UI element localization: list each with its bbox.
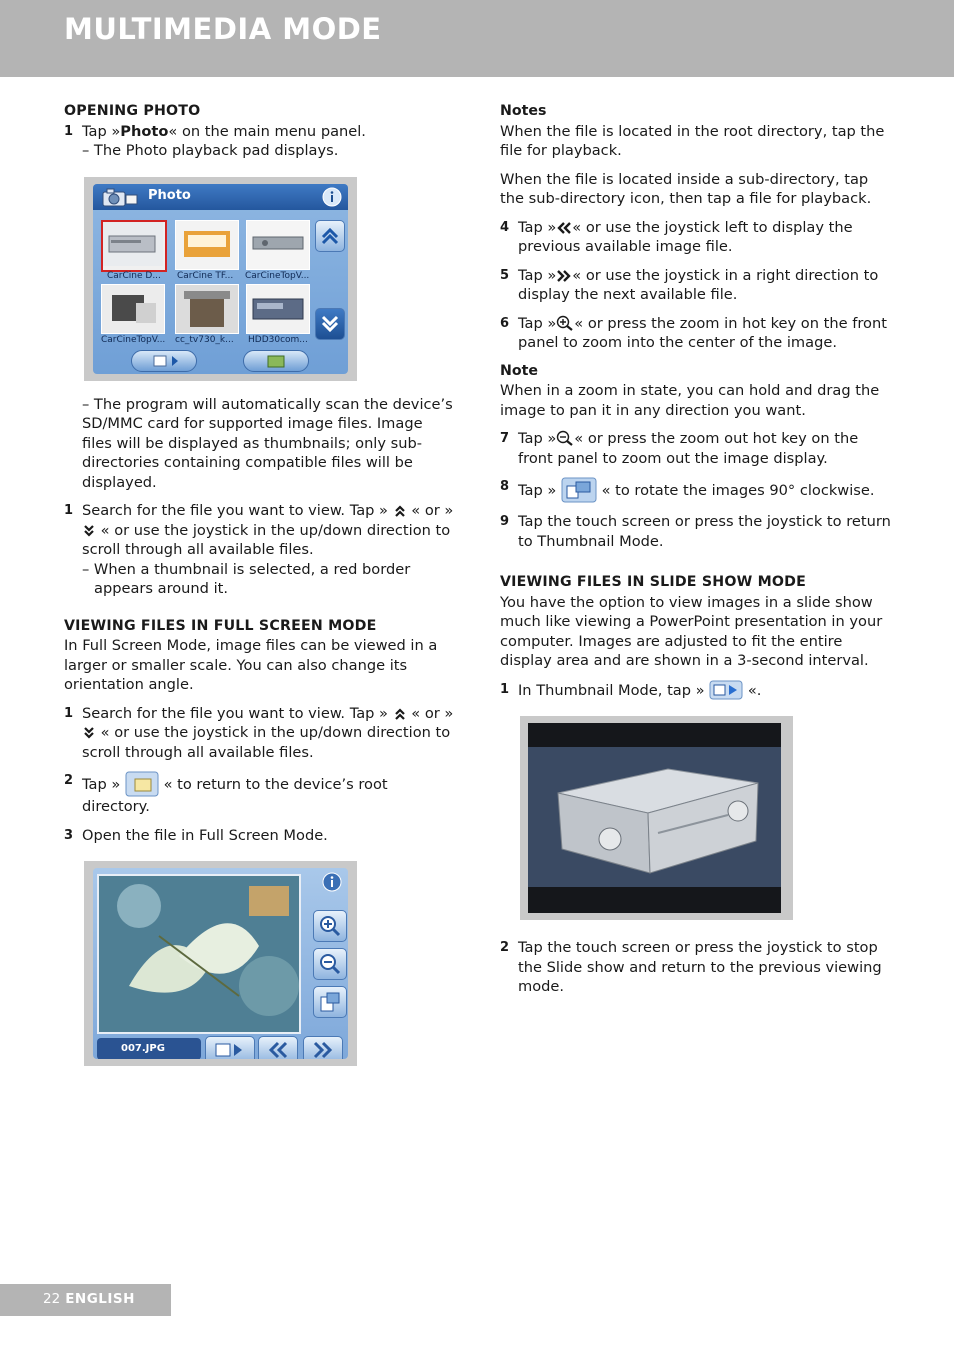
file-info-bar xyxy=(97,1038,201,1059)
file-name: 007.JPG xyxy=(121,1043,165,1054)
slide-show-step-1 xyxy=(500,680,895,701)
step-number: 5 xyxy=(500,267,510,283)
left-column xyxy=(64,102,456,1066)
step-text: Tap » xyxy=(82,776,121,793)
step-text: « to rotate the images 90° clockwise. xyxy=(601,482,875,499)
step-5 xyxy=(500,266,895,305)
step-text: Tap » xyxy=(518,314,557,332)
thumbnail-caption: CarCineTopV... xyxy=(245,270,310,281)
step-text: Tap » xyxy=(518,482,557,499)
rotate-icon xyxy=(561,477,597,503)
rotate-button[interactable] xyxy=(313,986,347,1018)
double-right-arrow-icon xyxy=(556,269,572,283)
full-screen-step-2 xyxy=(64,771,456,817)
step-text: « or » xyxy=(411,704,454,722)
language-label: ENGLISH xyxy=(65,1291,135,1307)
folder-button[interactable] xyxy=(243,350,309,372)
thumbnail-caption: CarCineTopV... xyxy=(101,334,166,345)
step-8 xyxy=(500,477,895,503)
step-text: « or use the joystick in the up/down direction to scroll through all available files. xyxy=(82,521,451,558)
scroll-down-button[interactable] xyxy=(315,308,345,340)
step-text: « or use the joystick in a right direction to display the next available file. xyxy=(518,266,879,303)
opening-photo-heading: OPENING PHOTO xyxy=(64,103,201,119)
page-number: 22 xyxy=(43,1291,61,1307)
step-text: Search for the file you want to view. Tap » xyxy=(82,704,388,722)
step-number: 9 xyxy=(500,514,510,529)
thumbnail[interactable] xyxy=(175,284,239,334)
thumbnail[interactable] xyxy=(246,284,310,334)
step-text: « or use the joystick left to display the previous available image file. xyxy=(518,218,853,255)
photo-thumbnail-screenshot xyxy=(84,177,357,381)
page-title: MULTIMEDIA MODE xyxy=(64,12,382,46)
step-number: 4 xyxy=(500,219,510,235)
thumbnail[interactable] xyxy=(246,220,310,270)
thumbnail-caption: CarCine TF... xyxy=(177,270,234,281)
full-screen-heading: VIEWING FILES IN FULL SCREEN MODE xyxy=(64,617,377,634)
slide-show-screenshot xyxy=(520,716,793,920)
scan-note-text: – The program will automatically scan the device’s SD/MMC card for supported image files. Image files will be displayed as thumbnails; only sub-directories containing compatible files will be displayed. xyxy=(82,395,453,491)
step-number: 6 xyxy=(500,315,510,331)
selected-thumbnail-note xyxy=(64,560,456,599)
full-screen-screenshot xyxy=(84,861,357,1066)
double-left-arrow-icon xyxy=(556,221,572,235)
step-text: Search for the file you want to view. Tap » xyxy=(82,502,388,519)
slideshow-button[interactable] xyxy=(205,1036,255,1059)
step-text: Tap » xyxy=(518,266,557,284)
step-text: Tap » xyxy=(518,430,557,447)
notes-heading: Notes xyxy=(500,103,547,119)
photo-pad-note: – The Photo playback pad displays. xyxy=(82,142,339,159)
slide-show-heading: VIEWING FILES IN SLIDE SHOW MODE xyxy=(500,574,807,590)
step-text: «. xyxy=(747,681,762,699)
step-text: Tap » xyxy=(518,218,557,236)
slide-show-image xyxy=(528,723,781,913)
root-directory-icon xyxy=(125,771,159,797)
step-number: 2 xyxy=(64,773,74,788)
thumbnail[interactable] xyxy=(101,284,165,334)
info-icon[interactable] xyxy=(322,872,342,892)
slide-show-intro: You have the option to view images in a slide show much like viewing a PowerPoint presentation in your computer. Images are adjusted to fit the entire display area and are shown in a 3-second interval. xyxy=(500,593,883,669)
search-step xyxy=(64,501,456,560)
step-number: 8 xyxy=(500,479,510,494)
scroll-down-icon xyxy=(82,726,96,740)
selected-thumbnail-note-text: – When a thumbnail is selected, a red border appears around it. xyxy=(82,560,411,597)
previous-button[interactable] xyxy=(258,1036,298,1059)
step-number: 1 xyxy=(64,503,74,518)
camera-icon xyxy=(101,186,139,208)
step-number: 3 xyxy=(64,827,74,843)
thumbnail-caption: cc_tv730_k... xyxy=(175,334,234,345)
scroll-up-icon xyxy=(393,707,407,721)
step-text: Open the file in Full Screen Mode. xyxy=(82,826,328,844)
right-column xyxy=(500,102,895,997)
thumbnail-caption: HDD30com... xyxy=(248,334,308,345)
footer xyxy=(43,1290,135,1308)
thumbnail-selected[interactable] xyxy=(101,220,167,272)
step-9 xyxy=(500,512,895,551)
scroll-up-icon xyxy=(393,504,407,518)
zoom-in-button[interactable] xyxy=(313,910,347,942)
full-screen-step-1 xyxy=(64,704,456,763)
zoom-in-icon xyxy=(556,315,574,331)
step-text: « or press the zoom out hot key on the front panel to zoom out the image display. xyxy=(518,430,859,467)
scan-note xyxy=(64,395,456,493)
step-number: 1 xyxy=(500,681,510,697)
step-number: 7 xyxy=(500,431,510,446)
full-screen-intro: In Full Screen Mode, image files can be viewed in a larger or smaller scale. You can also change its orientation angle. xyxy=(64,637,438,693)
step-text: Tap the touch screen or press the joystick to return to Thumbnail Mode. xyxy=(518,513,891,550)
step-4 xyxy=(500,218,895,257)
notes-paragraph-2: When the file is located inside a sub-directory, tap the sub-directory icon, then tap a file for playback. xyxy=(500,170,872,207)
step-text: « or press the zoom in hot key on the front panel to zoom into the center of the image. xyxy=(518,314,887,351)
opening-photo-step-1 xyxy=(64,122,456,142)
photo-keyword: Photo xyxy=(120,122,169,140)
step-number: 2 xyxy=(500,940,510,955)
step-number: 1 xyxy=(64,705,74,721)
full-screen-step-3 xyxy=(64,826,456,846)
step-text: Tap the touch screen or press the joystick to stop the Slide show and return to the previous viewing mode. xyxy=(518,939,882,995)
scroll-down-icon xyxy=(82,524,96,538)
note-paragraph: When in a zoom in state, you can hold and drag the image to pan it in any direction you want. xyxy=(500,382,880,419)
step-text: « to return to the device’s root directory. xyxy=(82,776,388,815)
step-6 xyxy=(500,314,895,353)
step-7 xyxy=(500,429,895,468)
zoom-out-button[interactable] xyxy=(313,948,347,980)
next-button[interactable] xyxy=(303,1036,343,1059)
photo-title: Photo xyxy=(148,187,191,203)
thumbnail-caption: CarCine D... xyxy=(107,270,161,281)
slideshow-button[interactable] xyxy=(131,350,197,372)
slideshow-icon xyxy=(709,680,743,700)
step-number: 1 xyxy=(64,123,74,139)
step-text: « on the main menu panel. xyxy=(168,122,366,140)
zoom-out-icon xyxy=(556,430,574,446)
info-icon[interactable] xyxy=(322,187,342,207)
photo-title-bar xyxy=(93,184,348,210)
step-text: « or use the joystick in the up/down direction to scroll through all available files. xyxy=(82,724,451,761)
thumbnail[interactable] xyxy=(175,220,239,270)
note-heading: Note xyxy=(500,362,539,379)
step-text: « or » xyxy=(411,502,454,519)
notes-paragraph-1: When the file is located in the root directory, tap the file for playback. xyxy=(500,122,885,159)
scroll-up-button[interactable] xyxy=(315,220,345,252)
slide-show-step-2 xyxy=(500,938,895,997)
full-screen-image xyxy=(97,874,301,1034)
step-text: Tap » xyxy=(82,122,121,140)
step-text: In Thumbnail Mode, tap » xyxy=(518,681,705,699)
